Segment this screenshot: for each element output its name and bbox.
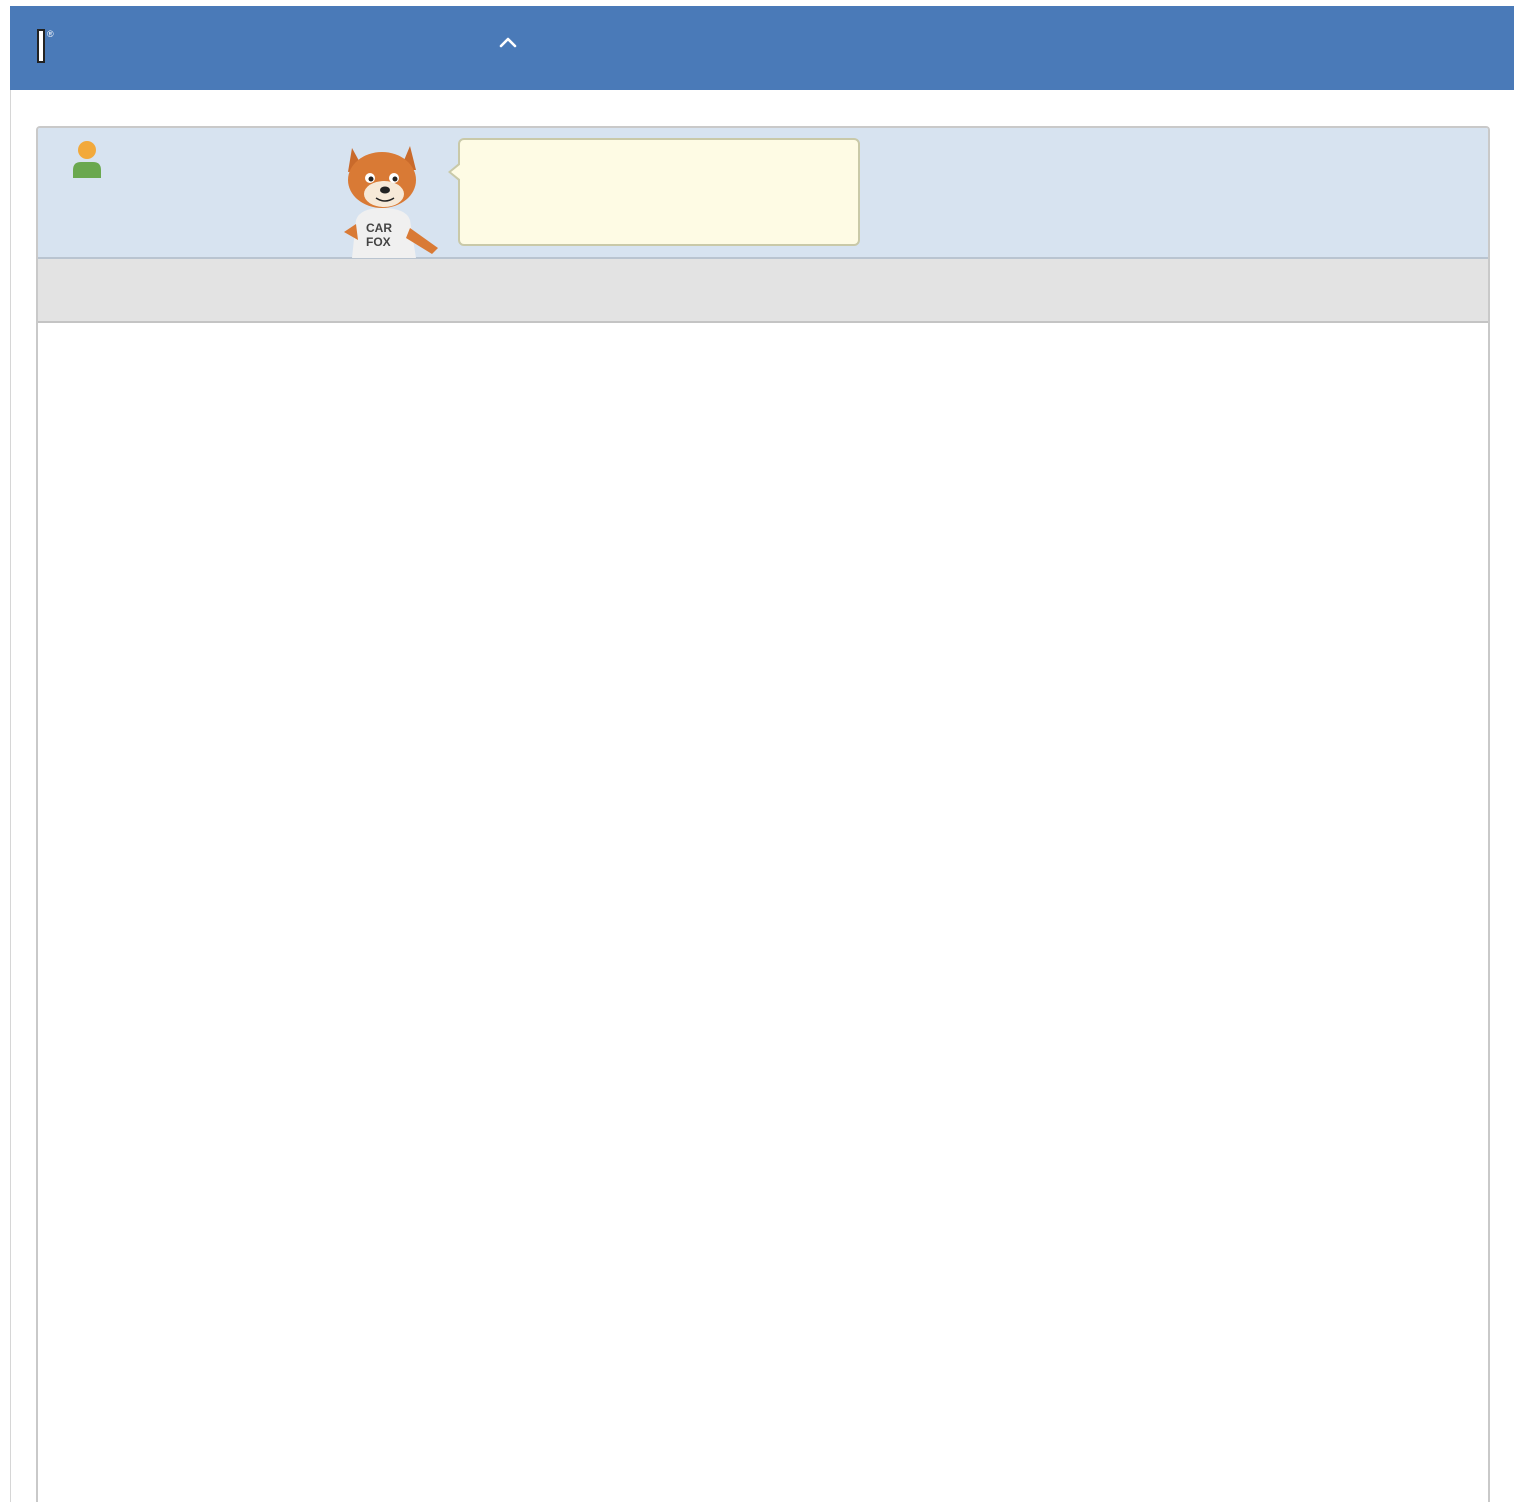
- low-mileage-tip: [458, 138, 860, 246]
- svg-text:CAR: CAR: [366, 221, 392, 235]
- owner-summary: [38, 128, 1488, 259]
- history-card: [36, 126, 1490, 1502]
- carfax-logo[interactable]: [37, 29, 54, 63]
- back-to-top-link[interactable]: [498, 32, 535, 52]
- svg-text:FOX: FOX: [366, 235, 391, 249]
- carfax-logo-box: [37, 29, 45, 63]
- person-icon: [72, 140, 102, 178]
- report-header: [10, 6, 1514, 90]
- chevron-up-icon: [498, 32, 518, 52]
- table-header: [38, 259, 1488, 323]
- registered-mark: ®: [47, 29, 54, 39]
- carfox-mascot-icon: [330, 136, 450, 260]
